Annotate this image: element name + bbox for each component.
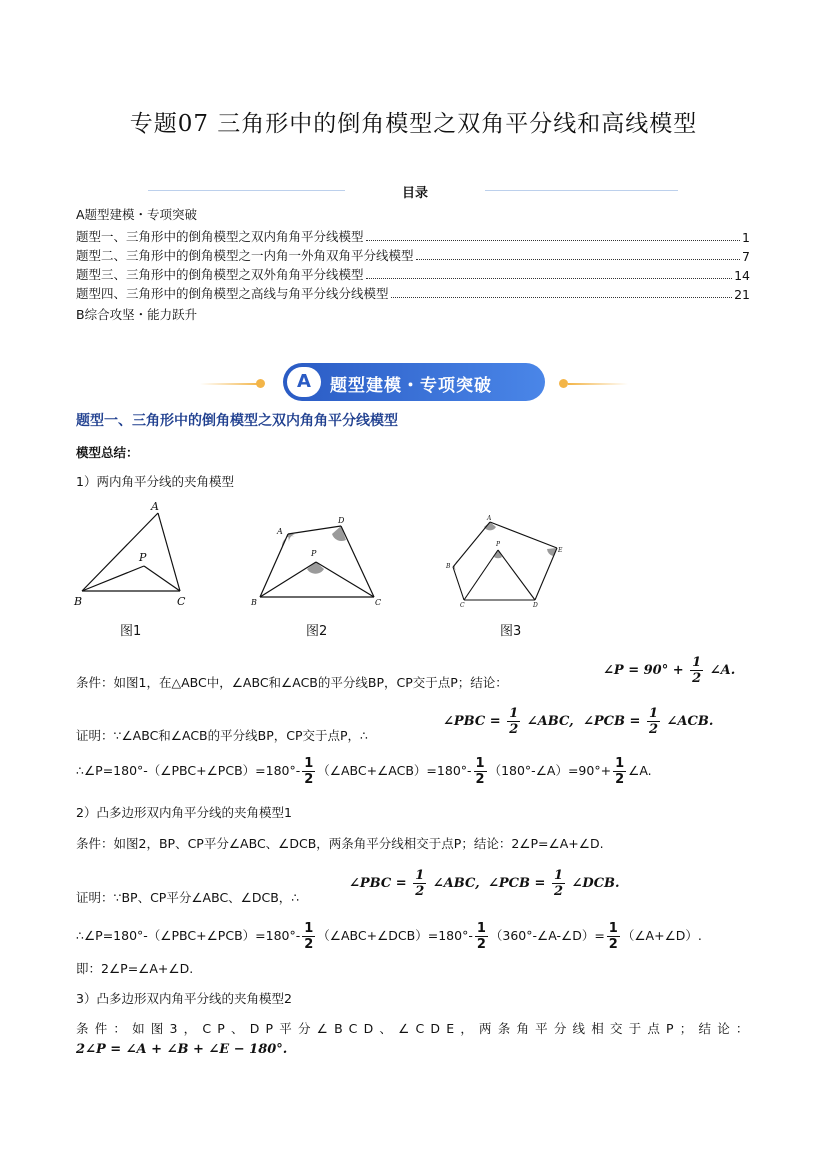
model1-proof-eq2: ∠PCB = $\frac{1}{2}$ ∠ACB. <box>583 706 714 737</box>
f1-label-p: P <box>139 551 147 564</box>
model3-result: 2∠P = ∠A + ∠B + ∠E − 180°. <box>76 1042 288 1057</box>
banner-badge: A <box>287 367 321 397</box>
model2-calculation: ∴∠P=180°-（∠PBC+∠PCB）=180°- $\frac{1}{2}$ （∠ABC+∠DCB）=180°- $\frac{1}{2}$ （360°-∠A-∠D）= $\frac{1}{2}$ （∠A+∠D）. <box>76 921 702 952</box>
f3-label-d: D <box>533 602 538 609</box>
model2-condition: 条件：如图2，BP、CP平分∠ABC、∠DCB，两条角平分线相交于点P；结论：2∠P=∠A+∠D. <box>76 836 604 851</box>
summary-label: 模型总结： <box>76 445 139 460</box>
toc-part-b: B综合攻坚・能力跃升 <box>76 307 198 322</box>
banner-line-right <box>568 383 628 385</box>
model2-proof-intro: 证明：∵BP、CP平分∠ABC、∠DCB，∴ <box>76 890 300 905</box>
model1-result: ∠P = 90° + $\frac{1}{2}$ ∠A. <box>603 655 736 686</box>
f3-label-b: B <box>446 563 451 570</box>
f3-label-c: C <box>460 602 465 609</box>
f3-side-ed <box>535 548 557 600</box>
toc-heading: 目录 <box>345 182 485 201</box>
f2-angle-p <box>307 562 324 574</box>
banner-line-left <box>200 383 260 385</box>
f3-side-ba <box>453 522 490 567</box>
banner-dot-left <box>256 379 265 388</box>
f2-label-c: C <box>375 598 382 607</box>
toc-item-2[interactable]: 题型二、三角形中的倒角模型之一内角一外角双角平分线模型 7 <box>76 248 750 264</box>
model2-conclusion: 即：2∠P=∠A+∠D. <box>76 961 194 976</box>
model1-proof-intro: 证明：∵∠ABC和∠ACB的平分线BP，CP交于点P，∴ <box>76 728 369 743</box>
f1-label-c: C <box>177 595 186 608</box>
banner-text: 题型建模・专项突破 <box>330 376 492 396</box>
model1-proof-eq1: ∠PBC = $\frac{1}{2}$ ∠ABC, <box>443 706 574 737</box>
f3-label-a: A <box>487 515 492 522</box>
f2-label-b: B <box>251 598 257 607</box>
banner-dot-right <box>559 379 568 388</box>
f3-side-ae <box>490 522 557 548</box>
f3-side-cb <box>453 567 464 600</box>
figure-3 <box>440 512 570 612</box>
f3-label-p: P <box>496 541 501 548</box>
f3-bisector-cp <box>464 550 498 600</box>
model2-proof-eq2: ∠PCB = $\frac{1}{2}$ ∠DCB. <box>488 868 620 899</box>
toc-part-a: A题型建模・专项突破 <box>76 207 198 222</box>
f2-side-ad <box>288 526 341 534</box>
model2-title: 2）凸多边形双内角平分线的夹角模型1 <box>76 805 292 820</box>
model3-title: 3）凸多边形双内角平分线的夹角模型2 <box>76 991 292 1006</box>
figure-2-caption: 图2 <box>306 624 328 639</box>
figure-2 <box>246 512 386 610</box>
page-title: 专题07 三角形中的倒角模型之双角平分线和高线模型 <box>129 111 698 137</box>
figure-1 <box>72 498 202 610</box>
f1-side-ab <box>82 513 158 591</box>
model1-condition: 条件：如图1，在△ABC中，∠ABC和∠ACB的平分线BP，CP交于点P；结论： <box>76 675 508 690</box>
f1-bisector-bp <box>82 566 144 591</box>
f1-label-b: B <box>74 595 83 608</box>
toc-item-1[interactable]: 题型一、三角形中的倒角模型之双内角角平分线模型 1 <box>76 229 750 245</box>
f3-bisector-dp <box>498 550 535 600</box>
f2-label-p: P <box>311 549 317 558</box>
toc-item-3[interactable]: 题型三、三角形中的倒角模型之双外角角平分线模型 14 <box>76 267 750 283</box>
f3-label-e: E <box>558 547 563 554</box>
model3-condition: 条件：如图3，CP、DP平分∠BCD、∠CDE，两条角平分线相交于点P；结论： <box>76 1021 755 1036</box>
f2-label-d: D <box>338 516 345 525</box>
f1-label-a: A <box>151 500 159 513</box>
section-heading: 题型一、三角形中的倒角模型之双内角角平分线模型 <box>76 413 398 429</box>
f1-side-ac <box>158 513 180 591</box>
toc-item-4[interactable]: 题型四、三角形中的倒角模型之高线与角平分线分线模型 21 <box>76 286 750 302</box>
model2-proof-eq1: ∠PBC = $\frac{1}{2}$ ∠ABC, <box>349 868 480 899</box>
figure-1-caption: 图1 <box>120 624 142 639</box>
model1-calculation: ∴∠P=180°-（∠PBC+∠PCB）=180°- $\frac{1}{2}$ （∠ABC+∠ACB）=180°- $\frac{1}{2}$ （180°-∠A）=90°+ $\frac{1}{2}$ ∠A. <box>76 756 652 787</box>
f2-label-a: A <box>277 527 283 536</box>
model1-title: 1）两内角平分线的夹角模型 <box>76 474 234 489</box>
figure-3-caption: 图3 <box>500 624 522 639</box>
